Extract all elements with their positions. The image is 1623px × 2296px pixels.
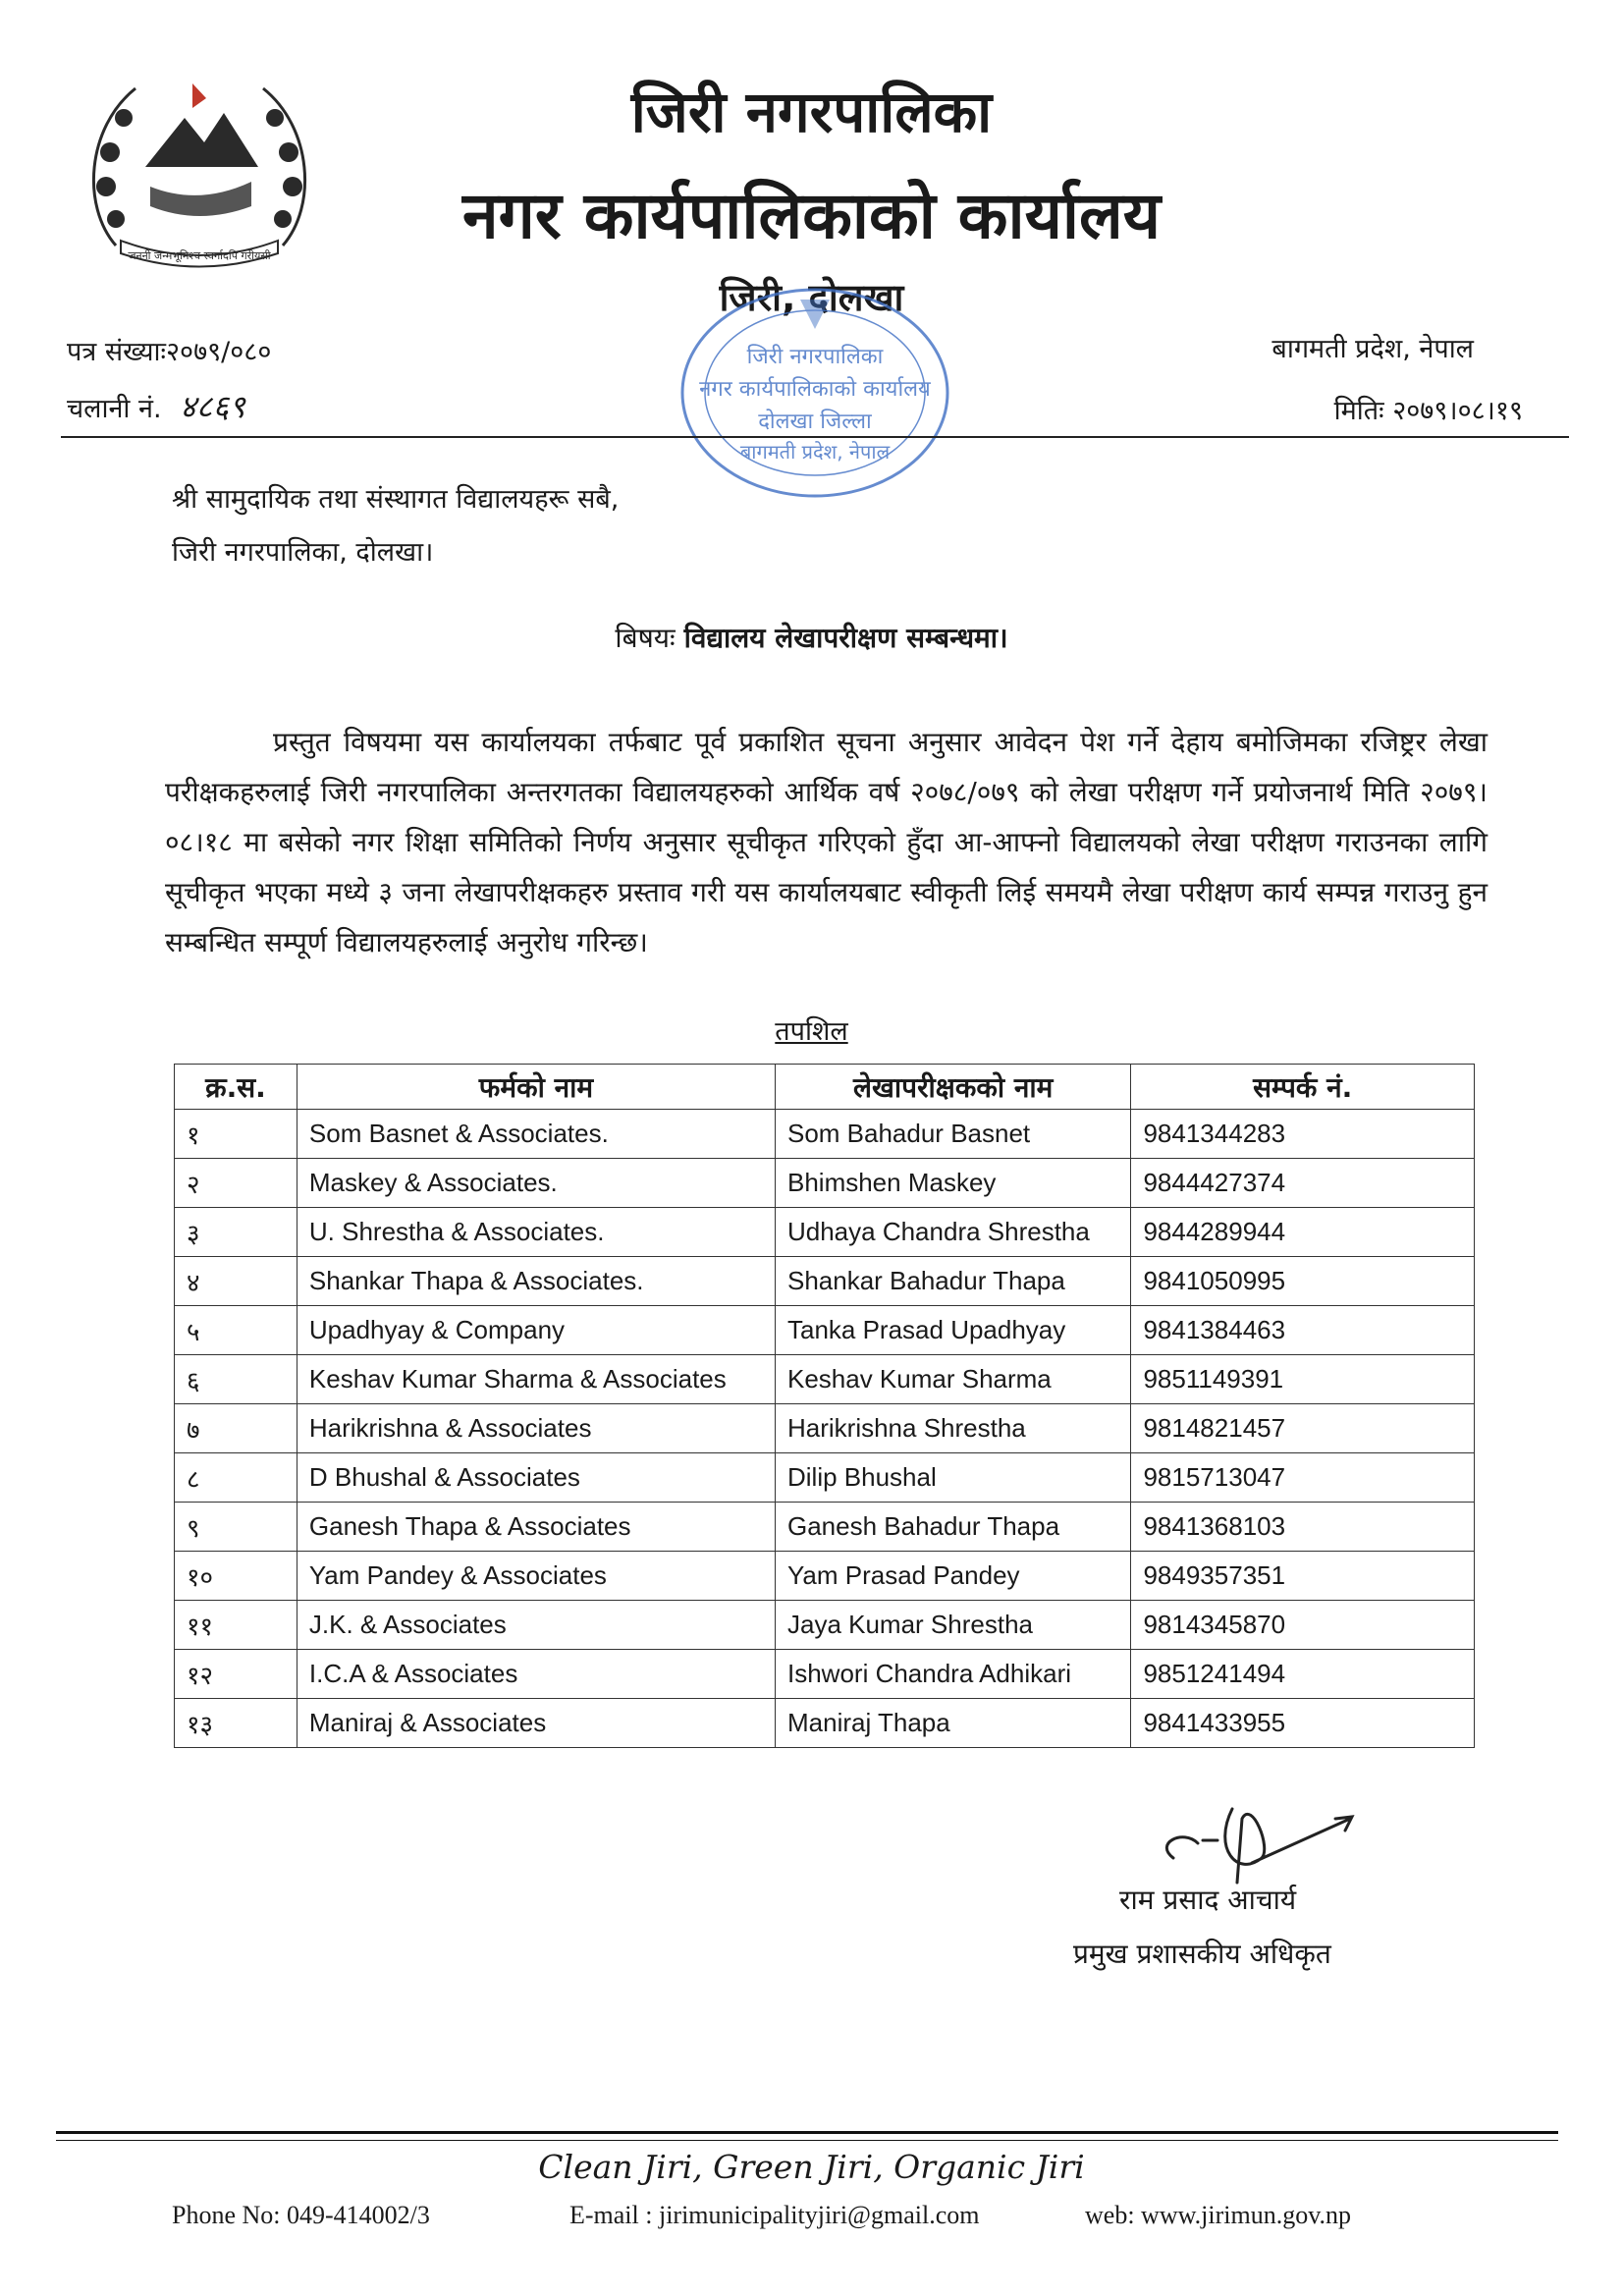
serial-cell: ११ (175, 1601, 298, 1650)
contact-number-cell: 9841344283 (1131, 1110, 1475, 1159)
contact-number-cell: 9815713047 (1131, 1453, 1475, 1503)
table-row (175, 1503, 1475, 1552)
contact-number-cell: 9841050995 (1131, 1257, 1475, 1306)
table-body (175, 1110, 1475, 1748)
header-divider (61, 436, 1569, 438)
table-row (175, 1159, 1475, 1208)
table-row (175, 1306, 1475, 1355)
firm-name-cell: Harikrishna & Associates (297, 1404, 775, 1453)
municipality-name: जिरी नगरपालिका (630, 79, 993, 145)
auditor-name-cell: Udhaya Chandra Shrestha (775, 1208, 1130, 1257)
footer-email: E-mail : jirimunicipalityjiri@gmail.com (569, 2201, 980, 2229)
office-name: नगर कार्यपालिकाको कार्यालय (462, 178, 1161, 253)
auditor-name-cell: Yam Prasad Pandey (775, 1552, 1130, 1601)
office-stamp (668, 280, 962, 506)
table-row (175, 1404, 1475, 1453)
firm-name-cell: Yam Pandey & Associates (297, 1552, 775, 1601)
signatory-name: राम प्रसाद आचार्य (1119, 1884, 1297, 1916)
serial-cell: ४ (175, 1257, 298, 1306)
firm-name-cell: J.K. & Associates (297, 1601, 775, 1650)
firm-name-cell: Som Basnet & Associates. (297, 1110, 775, 1159)
contact-number-cell: 9841433955 (1131, 1699, 1475, 1748)
auditor-name-cell: Keshav Kumar Sharma (775, 1355, 1130, 1404)
contact-number-cell: 9814821457 (1131, 1404, 1475, 1453)
column-header-serial: क्र.स. (175, 1065, 298, 1110)
serial-cell: १३ (175, 1699, 298, 1748)
serial-cell: ७ (175, 1404, 298, 1453)
table-row (175, 1257, 1475, 1306)
table-row (175, 1355, 1475, 1404)
date-label: मितिः (1333, 396, 1384, 426)
dispatch-value: ४८६९ (180, 388, 245, 425)
serial-cell: ६ (175, 1355, 298, 1404)
subject-text: विद्यालय लेखापरीक्षण सम्बन्धमा। (683, 622, 1008, 654)
auditor-name-cell: Dilip Bhushal (775, 1453, 1130, 1503)
stamp-line-3: दोलखा जिल्ला (758, 410, 872, 434)
office-location: जिरी, दोलखा (719, 276, 904, 319)
serial-cell: १२ (175, 1650, 298, 1699)
stamp-line-2: नगर कार्यपालिकाको कार्यालय (699, 377, 931, 402)
table-row (175, 1110, 1475, 1159)
column-header-firm: फर्मको नाम (297, 1065, 775, 1110)
body-paragraph: प्रस्तुत विषयमा यस कार्यालयका तर्फबाट पूर्व प्रकाशित सूचना अनुसार आवेदन पेश गर्ने देहाय बमोजिमका रजिष्ट्रर लेखा परीक्षकहरुलाई जिरी नगरपालिका अन्तरगतका विद्यालयहरुको आर्थिक वर्ष २०७८/०७९ को लेखा परीक्षण गर्ने प्रयोजनार्थ मिति २०७९।०८।१८ मा बसेको नगर शिक्षा समितिको निर्णय अनुसार सूचीकृत गरिएको हुँदा आ-आफ्नो विद्यालयको लेखा परीक्षण गराउनका लागि सूचीकृत भएका मध्ये ३ जना लेखापरीक्षकहरु प्रस्ताव गरी यस कार्यालयबाट स्वीकृती लिई समयमै लेखा परीक्षण कार्य सम्पन्न गराउनु हुन सम्बन्धित सम्पूर्ण विद्यालयहरुलाई अनुरोध गरिन्छ। (165, 726, 1488, 958)
subject-line (0, 619, 1623, 656)
date-value: २०७९।०८।१९ (1392, 396, 1523, 426)
province-address: बागमती प्रदेश, नेपाल (1271, 334, 1474, 364)
firm-name-cell: Upadhyay & Company (297, 1306, 775, 1355)
table-row (175, 1208, 1475, 1257)
auditor-name-cell: Shankar Bahadur Thapa (775, 1257, 1130, 1306)
reference-value: २०७९/०८० (165, 337, 272, 367)
contact-number-cell: 9814345870 (1131, 1601, 1475, 1650)
column-header-contact: सम्पर्क नं. (1131, 1065, 1475, 1110)
table-row (175, 1601, 1475, 1650)
contact-number-cell: 9851241494 (1131, 1650, 1475, 1699)
table-header-row (175, 1065, 1475, 1110)
signature (1144, 1789, 1370, 1887)
serial-cell: २ (175, 1159, 298, 1208)
signatory-title: प्रमुख प्रशासकीय अधिकृत (1073, 1938, 1331, 1970)
table-row (175, 1453, 1475, 1503)
footer-slogan: Clean Jiri, Green Jiri, Organic Jiri (538, 2148, 1085, 2186)
dispatch-label: चलानी नं. (67, 394, 162, 424)
auditor-name-cell: Tanka Prasad Upadhyay (775, 1306, 1130, 1355)
reference-number (67, 332, 271, 368)
table-row (175, 1699, 1475, 1748)
firm-name-cell: Maniraj & Associates (297, 1699, 775, 1748)
contact-number-cell: 9849357351 (1131, 1552, 1475, 1601)
auditor-name-cell: Jaya Kumar Shrestha (775, 1601, 1130, 1650)
stamp-line-1: जिरी नगरपालिका (746, 345, 884, 369)
footer-divider (56, 2131, 1558, 2134)
contact-number-cell: 9844427374 (1131, 1159, 1475, 1208)
subject-label: बिषयः (615, 622, 676, 654)
firm-name-cell: Shankar Thapa & Associates. (297, 1257, 775, 1306)
auditor-table (174, 1064, 1475, 1748)
contact-number-cell: 9841384463 (1131, 1306, 1475, 1355)
letter-date (1334, 391, 1523, 427)
recipient-line-2: जिरी नगरपालिका, दोलखा। (172, 537, 434, 568)
contact-number-cell: 9851149391 (1131, 1355, 1475, 1404)
auditor-name-cell: Harikrishna Shrestha (775, 1404, 1130, 1453)
contact-number-cell: 9844289944 (1131, 1208, 1475, 1257)
serial-cell: ५ (175, 1306, 298, 1355)
column-header-auditor: लेखापरीक्षकको नाम (775, 1065, 1130, 1110)
footer-divider-thin (56, 2140, 1558, 2141)
serial-cell: १ (175, 1110, 298, 1159)
footer-phone: Phone No: 049-414002/3 (172, 2201, 430, 2229)
firm-name-cell: I.C.A & Associates (297, 1650, 775, 1699)
auditor-name-cell: Ishwori Chandra Adhikari (775, 1650, 1130, 1699)
firm-name-cell: Ganesh Thapa & Associates (297, 1503, 775, 1552)
serial-cell: १० (175, 1552, 298, 1601)
auditor-name-cell: Som Bahadur Basnet (775, 1110, 1130, 1159)
recipient-line-1: श्री सामुदायिक तथा संस्थागत विद्यालयहरू सबै, (172, 484, 620, 515)
serial-cell: ८ (175, 1453, 298, 1503)
firm-name-cell: Keshav Kumar Sharma & Associates (297, 1355, 775, 1404)
firm-name-cell: D Bhushal & Associates (297, 1453, 775, 1503)
firm-name-cell: Maskey & Associates. (297, 1159, 775, 1208)
auditor-name-cell: Bhimshen Maskey (775, 1159, 1130, 1208)
table-row (175, 1552, 1475, 1601)
serial-cell: ३ (175, 1208, 298, 1257)
auditor-name-cell: Ganesh Bahadur Thapa (775, 1503, 1130, 1552)
emblem-caption: जननी जन्मभूमिश्च स्वर्गादपि गरीयसी (128, 249, 271, 262)
table-row (175, 1650, 1475, 1699)
contact-number-cell: 9841368103 (1131, 1503, 1475, 1552)
stamp-line-4: बागमती प्रदेश, नेपाल (739, 440, 891, 464)
auditor-name-cell: Maniraj Thapa (775, 1699, 1130, 1748)
reference-label: पत्र संख्याः (67, 337, 166, 367)
serial-cell: ९ (175, 1503, 298, 1552)
schedule-heading: तपशिल (775, 1016, 848, 1047)
dispatch-number (67, 385, 245, 427)
firm-name-cell: U. Shrestha & Associates. (297, 1208, 775, 1257)
footer-website: web: www.jirimun.gov.np (1085, 2201, 1352, 2229)
